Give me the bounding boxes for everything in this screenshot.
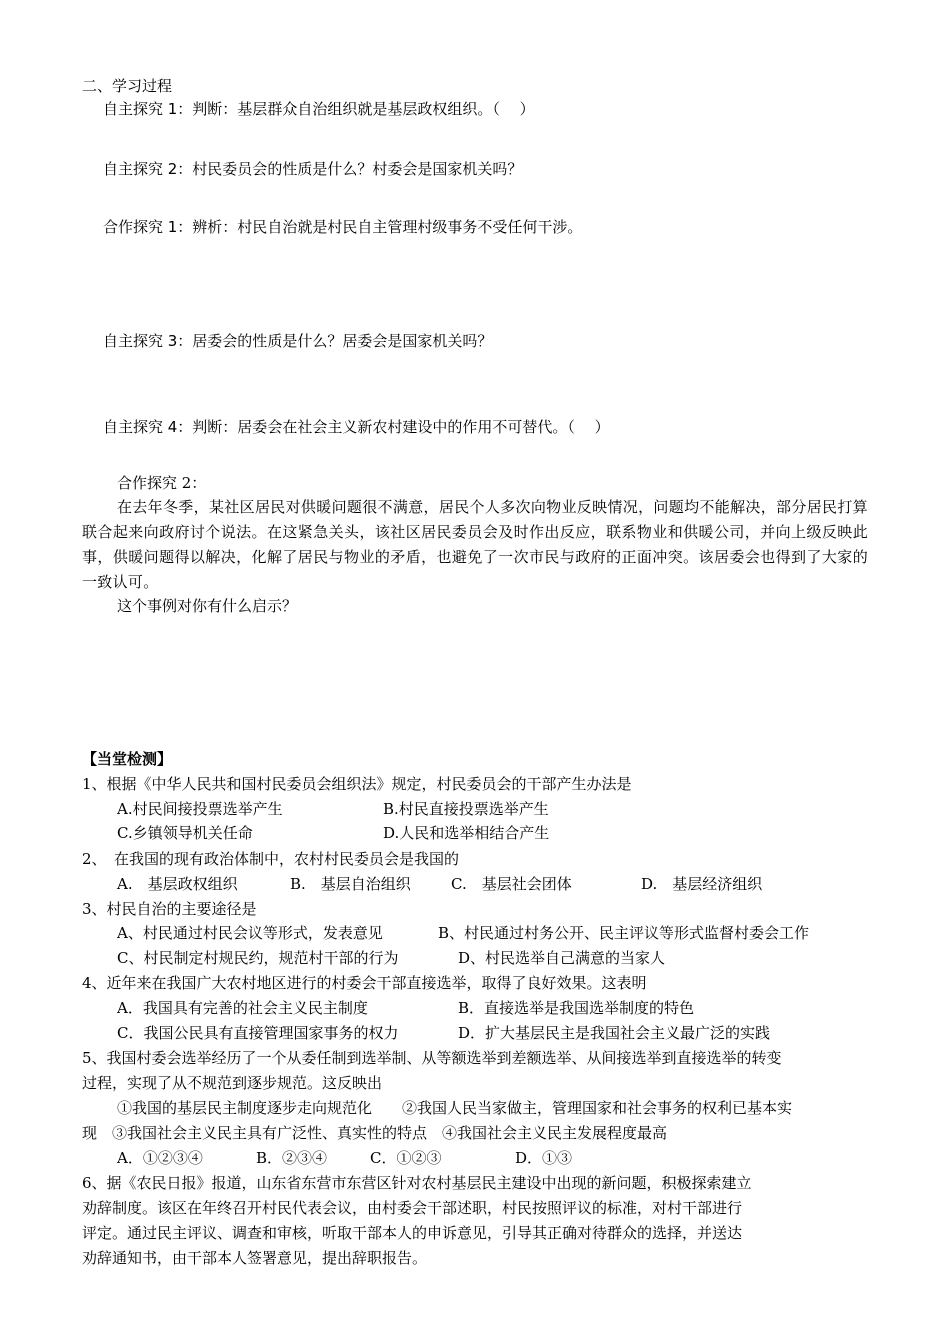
q2-option-c: C. 基层社会团体 [451, 875, 572, 893]
cooperation-1: 合作探究 1：辨析：村民自治就是村民自主管理村级事务不受任何干涉。 [103, 218, 583, 236]
q2-stem: 2、 在我国的现有政治体制中，农村村民委员会是我国的 [82, 850, 460, 868]
q3-stem: 3、村民自治的主要途径是 [82, 900, 257, 918]
q1-option-d: D.人民和选举相结合产生 [383, 824, 550, 842]
q1-option-c: C.乡镇领导机关任命 [117, 824, 253, 842]
q5-option-a: A．①②③④ [117, 1149, 203, 1167]
q6-line3: 评定。通过民主评议、调查和审核，听取干部本人的申诉意见，引导其正确对待群众的选择，并送达 [82, 1224, 743, 1242]
q5-stem-line1: 5、我国村委会选举经历了一个从委任制到选举制、从等额选举到差额选举、从间接选举到直接选举的转变 [82, 1049, 782, 1067]
q2-option-b: B. 基层自治组织 [290, 875, 411, 893]
cooperation-2-title: 合作探究 2： [117, 474, 207, 492]
q5-stem-line2: 过程，实现了从不规范到逐步规范。这反映出 [82, 1074, 383, 1092]
q4-option-b: B．直接选举是我国选举制度的特色 [458, 999, 695, 1017]
q4-option-c: C．我国公民具有直接管理国家事务的权力 [117, 1024, 399, 1042]
q6-line1: 6、据《农民日报》报道，山东省东营市东营区针对农村基层民主建设中出现的新问题，积极探索建立 [82, 1174, 752, 1192]
section-title: 二、学习过程 [82, 77, 173, 95]
q5-items-line2: 现 ③我国社会主义民主具有广泛性、真实性的特点 ④我国社会主义民主发展程度最高 [82, 1124, 668, 1142]
q5-option-b: B．②③④ [256, 1149, 328, 1167]
test-title: 【当堂检测】 [82, 750, 173, 768]
q2-option-a: A. 基层政权组织 [117, 875, 238, 893]
exploration-2: 自主探究 2：村民委员会的性质是什么？村委会是国家机关吗？ [103, 160, 523, 178]
exploration-1: 自主探究 1：判断：基层群众自治组织就是基层政权组织。（ ） [103, 100, 535, 118]
q5-option-d: D．①③ [515, 1149, 573, 1167]
q1-option-a: A.村民间接投票选举产生 [117, 800, 283, 818]
q3-option-a: A、村民通过村民会议等形式，发表意见 [117, 924, 383, 942]
cooperation-2-paragraph: 在去年冬季，某社区居民对供暖问题很不满意，居民个人多次向物业反映情况，问题均不能解决，部分居民打算联合起来向政府讨个说法。在这紧急关头，该社区居民委员会及时作出反应，联系物业和供暖公司，并向上级反映此事，供暖问题得以解决，化解了居民与物业的矛盾，也避免了一次市民与政府的正面冲突。该居委会也得到了大家的一致认可。 [82, 498, 868, 591]
exploration-4: 自主探究 4：判断：居委会在社会主义新农村建设中的作用不可替代。（ ） [103, 418, 610, 436]
q3-option-d: D、村民选举自己满意的当家人 [458, 949, 666, 967]
q4-option-d: D．扩大基层民主是我国社会主义最广泛的实践 [458, 1024, 771, 1042]
q4-stem: 4、近年来在我国广大农村地区进行的村委会干部直接选举，取得了良好效果。这表明 [82, 974, 647, 992]
exploration-3: 自主探究 3：居委会的性质是什么？居委会是国家机关吗？ [103, 332, 493, 350]
q1-option-b: B.村民直接投票选举产生 [383, 800, 549, 818]
q6-line4: 劝辞通知书，由干部本人签署意见，提出辞职报告。 [82, 1249, 428, 1267]
q1-stem: 1、根据《中华人民共和国村民委员会组织法》规定，村民委员会的干部产生办法是 [82, 775, 632, 793]
q6-line2: 劝辞制度。该区在年终召开村民代表会议，由村委会干部述职，村民按照评议的标准，对村干部进行 [82, 1199, 743, 1217]
cooperation-2-question: 这个事例对你有什么启示？ [117, 597, 298, 615]
q4-option-a: A．我国具有完善的社会主义民主制度 [117, 999, 368, 1017]
q3-option-c: C、村民制定村规民约，规范村干部的行为 [117, 949, 399, 967]
q5-option-c: C．①②③ [370, 1149, 442, 1167]
q5-items-line1: ①我国的基层民主制度逐步走向规范化 ②我国人民当家做主，管理国家和社会事务的权利已基本实 [117, 1099, 793, 1117]
q2-option-d: D. 基层经济组织 [641, 875, 763, 893]
q3-option-b: B、村民通过村务公开、民主评议等形式监督村委会工作 [438, 924, 810, 942]
